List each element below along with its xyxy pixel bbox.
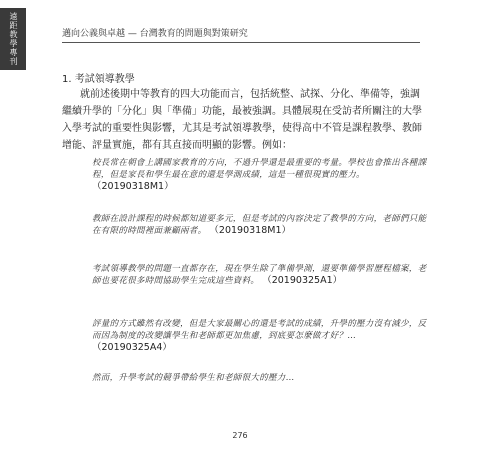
quote-citation: （20190325A4） [92,342,172,353]
quote-citation: （20190325A1） [262,275,343,286]
quote-citation: （20190318M1） [92,181,174,192]
interview-quote [92,213,428,237]
chapter-side-tab [0,8,26,70]
quote-text: 考試領導教學的問題一直都存在，現在學生除了準備學測，還要準備學習歷程檔案，老師也要花很多時間協助學生完成這些資料。 [92,264,427,286]
interview-quote [92,372,428,384]
interview-quote [92,157,428,193]
running-head: 邁向公義與卓越 — 台灣教育的問題與對策研究 [62,26,420,43]
quote-text: 教師在設計課程的時候都知道要多元，但是考試的內容決定了教學的方向，老師們只能在有限的時間裡面兼顧兩者。 [92,214,427,236]
quote-text: 然而，升學考試的競爭帶給學生和老師很大的壓力… [92,373,295,383]
quote-text: 評量的方式雖然有改變，但是大家最關心的還是考試的成績，升學的壓力沒有減少，反而因為制度的改變讓學生和老師都更加焦慮，到底要怎麼做才好？… [92,319,427,341]
quote-citation: （20190318M1） [209,225,292,236]
interview-quote [92,318,428,354]
section-title: 1. 考試領導教學 [62,74,135,85]
page-number: 276 [232,431,248,440]
side-tab-label: 遠距教學專刊 [9,12,18,66]
interview-quote [92,263,428,287]
intro-paragraph: 就前述後期中等教育的四大功能而言，包括統整、試探、分化、準備等，強調繼續升學的「分化」與「準備」功能，最被強調。具體展現在受訪者所關注的大學入學考試的重要性與影響，尤其是考試領導教學，使得高中不管是課程教學、教師增能、評量實施，都有其直接而明顯的影響。例如： [62,89,422,151]
quote-text: 校長常在朝會上講國家教育的方向，不過升學還是最重要的考量。學校也會推出各種課程，但是家長和學生最在意的還是學測成績，這是一種很現實的壓力。 [92,158,427,180]
